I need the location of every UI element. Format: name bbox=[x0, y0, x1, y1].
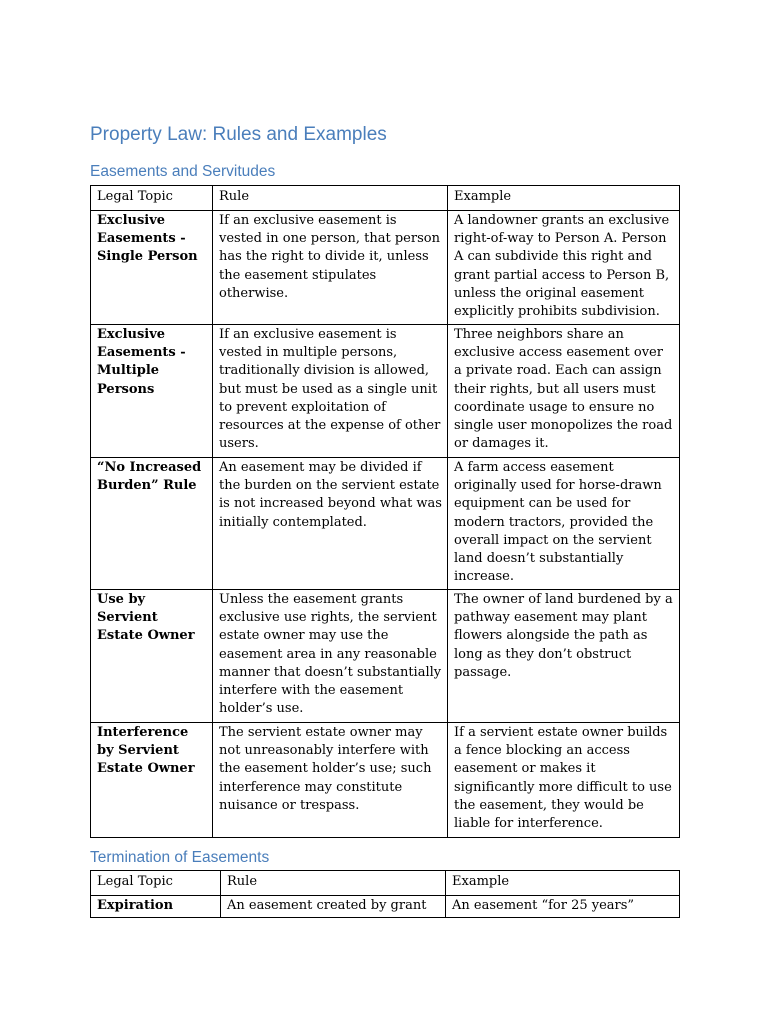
table-row bbox=[91, 896, 680, 918]
rule-cell: Unless the easement grants exclusive use rights, the servient estate owner may use the easement area in any reasonable manner that doesn’t substantially interfere with the easement holder’s use. bbox=[213, 590, 448, 723]
example-cell: An easement “for 25 years” bbox=[446, 896, 680, 918]
section-heading-easements-and-servitudes: Easements and Servitudes bbox=[90, 163, 276, 180]
example-cell: A farm access easement originally used for horse-drawn equipment can be used for modern tractors, provided the overall impact on the servient land doesn’t substantially increase. bbox=[448, 458, 680, 590]
example-cell: The owner of land burdened by a pathway easement may plant flowers alongside the path as long as they don’t obstruct passage. bbox=[448, 590, 680, 723]
legal-topic-cell: “No Increased Burden” Rule bbox=[91, 458, 213, 590]
example-cell: Three neighbors share an exclusive access easement over a private road. Each can assign their rights, but all users must coordinate usage to ensure no single user monopolizes the road or damages it. bbox=[448, 325, 680, 458]
section-heading-termination-of-easements: Termination of Easements bbox=[90, 849, 270, 866]
rule-cell: An easement created by grant bbox=[221, 896, 446, 918]
table-row bbox=[91, 590, 680, 723]
legal-topic-cell: Use by Servient Estate Owner bbox=[91, 590, 213, 723]
table-header-row bbox=[91, 186, 680, 211]
legal-topic-cell: Exclusive Easements - Single Person bbox=[91, 211, 213, 325]
column-header-example: Example bbox=[448, 186, 680, 211]
column-header-legal-topic: Legal Topic bbox=[91, 186, 213, 211]
rule-cell: The servient estate owner may not unreasonably interfere with the easement holder’s use; such interference may constitute nuisance or trespass. bbox=[213, 723, 448, 838]
rule-cell: An easement may be divided if the burden on the servient estate is not increased beyond what was initially contemplated. bbox=[213, 458, 448, 590]
column-header-rule: Rule bbox=[213, 186, 448, 211]
table-row bbox=[91, 211, 680, 325]
rule-cell: If an exclusive easement is vested in one person, that person has the right to divide it, unless the easement stipulates otherwise. bbox=[213, 211, 448, 325]
table-row bbox=[91, 723, 680, 838]
table-row bbox=[91, 458, 680, 590]
column-header-rule: Rule bbox=[221, 871, 446, 896]
termination-of-easements-table bbox=[90, 870, 680, 918]
column-header-example: Example bbox=[446, 871, 680, 896]
example-cell: If a servient estate owner builds a fence blocking an access easement or makes it significantly more difficult to use the easement, they would be liable for interference. bbox=[448, 723, 680, 838]
document-title: Property Law: Rules and Examples bbox=[90, 124, 387, 145]
table-header-row bbox=[91, 871, 680, 896]
legal-topic-cell: Expiration bbox=[91, 896, 221, 918]
legal-topic-cell: Interference by Servient Estate Owner bbox=[91, 723, 213, 838]
column-header-legal-topic: Legal Topic bbox=[91, 871, 221, 896]
rule-cell: If an exclusive easement is vested in multiple persons, traditionally division is allowed, but must be used as a single unit to prevent exploitation of resources at the expense of other users. bbox=[213, 325, 448, 458]
example-cell: A landowner grants an exclusive right-of-way to Person A. Person A can subdivide this right and grant partial access to Person B, unless the original easement explicitly prohibits subdivision. bbox=[448, 211, 680, 325]
table-row bbox=[91, 325, 680, 458]
easements-and-servitudes-table bbox=[90, 185, 680, 838]
legal-topic-cell: Exclusive Easements - Multiple Persons bbox=[91, 325, 213, 458]
